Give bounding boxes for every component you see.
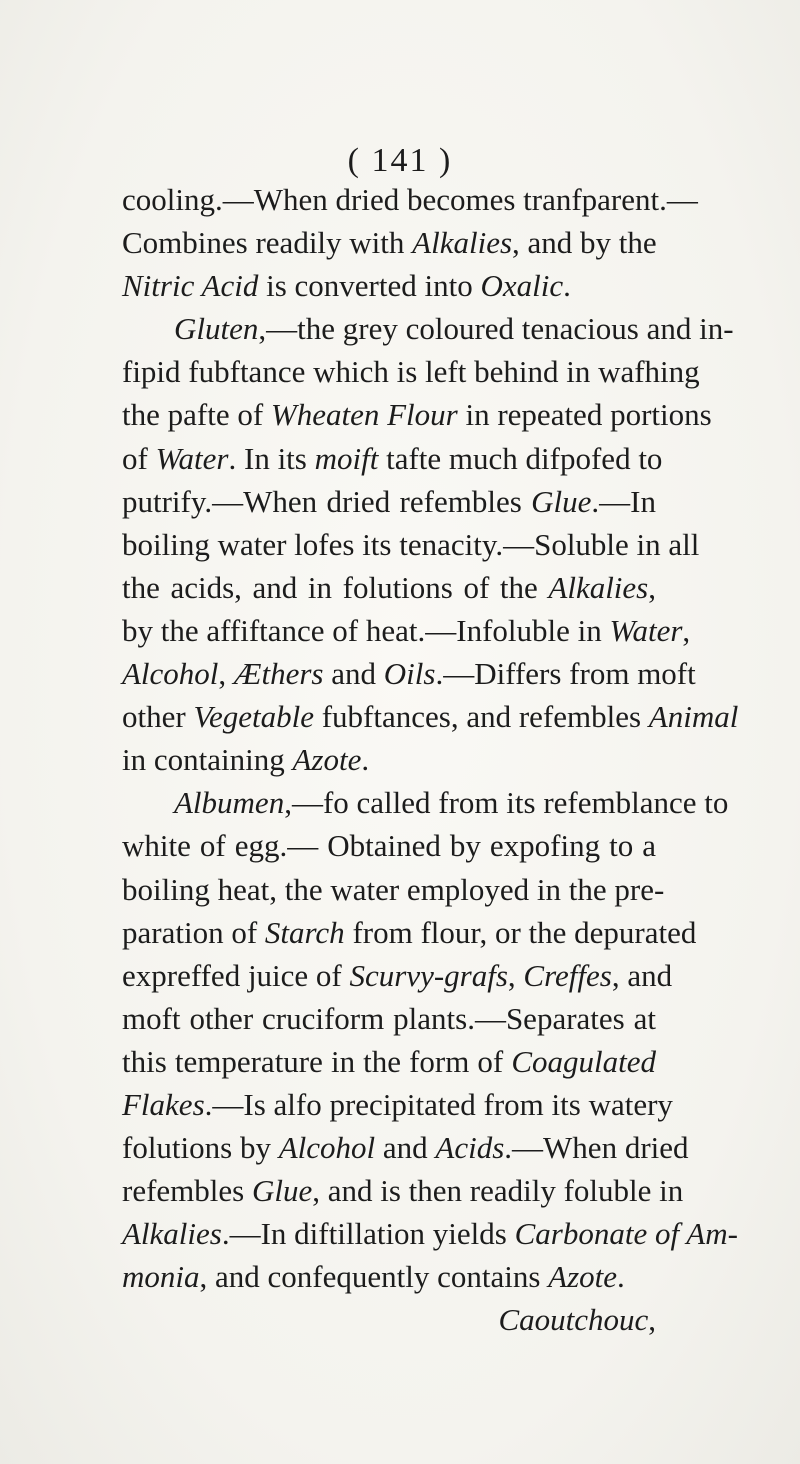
text-segment: the acids, and in folutions of the [122,569,549,605]
text-segment: .—In [591,483,656,519]
text-segment: other [122,699,194,735]
italic-term: Oxalic [480,268,564,304]
text-line [122,738,656,781]
italic-term: Alkalies [122,1216,222,1252]
text-line [122,911,697,954]
text-line [122,652,696,695]
italic-term: Alcohol [278,1130,376,1166]
italic-term: Alkalies [412,225,513,261]
text-segment: expreffed juice of [122,957,350,993]
italic-term: moift [314,440,379,476]
text-line [122,1298,656,1341]
text-segment: , [218,656,234,692]
italic-term: Water [155,440,229,476]
text-segment: boiling heat, the water employed in the pre- [122,871,665,907]
italic-term: Æthers [233,656,324,692]
text-segment: in containing [122,742,293,778]
italic-term: Creffes [523,957,612,993]
text-segment: . [617,1259,625,1295]
text-segment: this temperature in the form of [122,1043,512,1079]
text-segment: , and is then readily foluble in [312,1173,684,1209]
text-segment: , [648,1302,656,1338]
text-segment: , [507,957,524,993]
text-segment: , [648,569,656,605]
italic-term: monia [122,1259,200,1295]
text-line [122,393,712,436]
text-line [122,1040,656,1083]
text-line [122,824,656,867]
text-segment: by the affiftance of heat.—Infoluble in [122,612,610,648]
text-segment: the pafte of [122,397,271,433]
italic-term: Animal [648,699,739,735]
text-segment: , and by the [512,225,657,261]
italic-term: Vegetable [193,699,314,735]
italic-term: Scurvy-grafs [349,957,508,993]
italic-term: Alkalies [548,569,649,605]
text-segment: , [682,612,691,648]
text-line [122,1083,673,1126]
italic-term: Alcohol [122,656,219,692]
text-line [122,609,691,652]
text-line [122,954,673,997]
text-segment: .—Is alfo precipitated from its watery [204,1086,673,1122]
text-segment: , and confequently contains [199,1259,549,1295]
italic-term: Acids [435,1130,505,1166]
italic-term: Albumen [174,785,285,821]
text-line [122,437,663,480]
italic-term: Water [609,612,683,648]
italic-term: Gluten [174,311,259,347]
page-number: ( 141 ) [347,142,453,179]
text-segment: ,—the grey coloured tenacious and in- [258,311,734,347]
italic-term: Glue [251,1173,313,1209]
text-segment: folutions by [122,1130,279,1166]
text-line [122,695,739,738]
text-line [122,997,656,1040]
text-segment: fipid fubftance which is left behind in wafhing [122,354,700,390]
text-segment: moft other cruciform plants.—Separates at [122,1000,656,1036]
text-line [122,1169,684,1212]
text-segment: putrify.—When dried refembles [122,483,532,519]
text-segment: and [323,656,384,692]
text-line [122,781,729,824]
text-segment: and [375,1130,436,1166]
italic-term: Caoutchouc [498,1302,649,1338]
text-segment: paration of [122,914,265,950]
text-line [122,350,700,393]
text-segment: in repeated portions [457,397,712,433]
italic-term: Coagulated [511,1043,656,1079]
text-segment: .—When dried [504,1130,689,1166]
text-segment: white of egg.— Obtained by expofing to a [122,828,656,864]
italic-term: Carbonate of Am- [514,1216,738,1252]
text-segment: Combines readily with [122,225,413,261]
text-segment: . [361,742,370,778]
italic-term: Flakes [122,1086,205,1122]
text-line [122,868,665,911]
text-segment: tafte much difpofed to [378,440,663,476]
text-line [122,178,698,221]
text-line [122,480,656,523]
text-segment: .—In diftillation yields [221,1216,515,1252]
text-line [122,566,656,609]
text-segment: from flour, or the depurated [344,914,697,950]
italic-term: Azote [548,1259,618,1295]
text-segment: , and [611,957,673,993]
body-text [122,178,739,1342]
italic-term: Azote [292,742,362,778]
text-segment: ,—fo called from its refemblance to [284,785,729,821]
italic-term: Glue [531,483,592,519]
text-segment: is converted into [258,268,481,304]
text-segment: cooling.—When dried becomes tranfparent.— [122,182,698,217]
text-line [122,307,734,350]
text-line [122,1126,689,1169]
text-line [122,523,700,566]
text-line [122,1212,738,1255]
italic-term: Starch [264,914,345,950]
text-segment: boiling water lofes its tenacity.—Soluble in all [122,526,700,562]
text-segment: .—Differs from moft [435,656,696,692]
text-segment: . [563,268,571,304]
text-segment: fubftances, and refembles [313,699,649,735]
text-line [122,221,656,264]
text-segment: . In its [228,440,315,476]
italic-term: Nitric Acid [122,268,259,304]
italic-term: Wheaten Flour [270,397,458,433]
italic-term: Oils [383,656,436,692]
text-line [122,1255,656,1298]
text-segment: of [122,440,156,476]
text-segment: refembles [122,1173,252,1209]
text-line [122,264,656,307]
